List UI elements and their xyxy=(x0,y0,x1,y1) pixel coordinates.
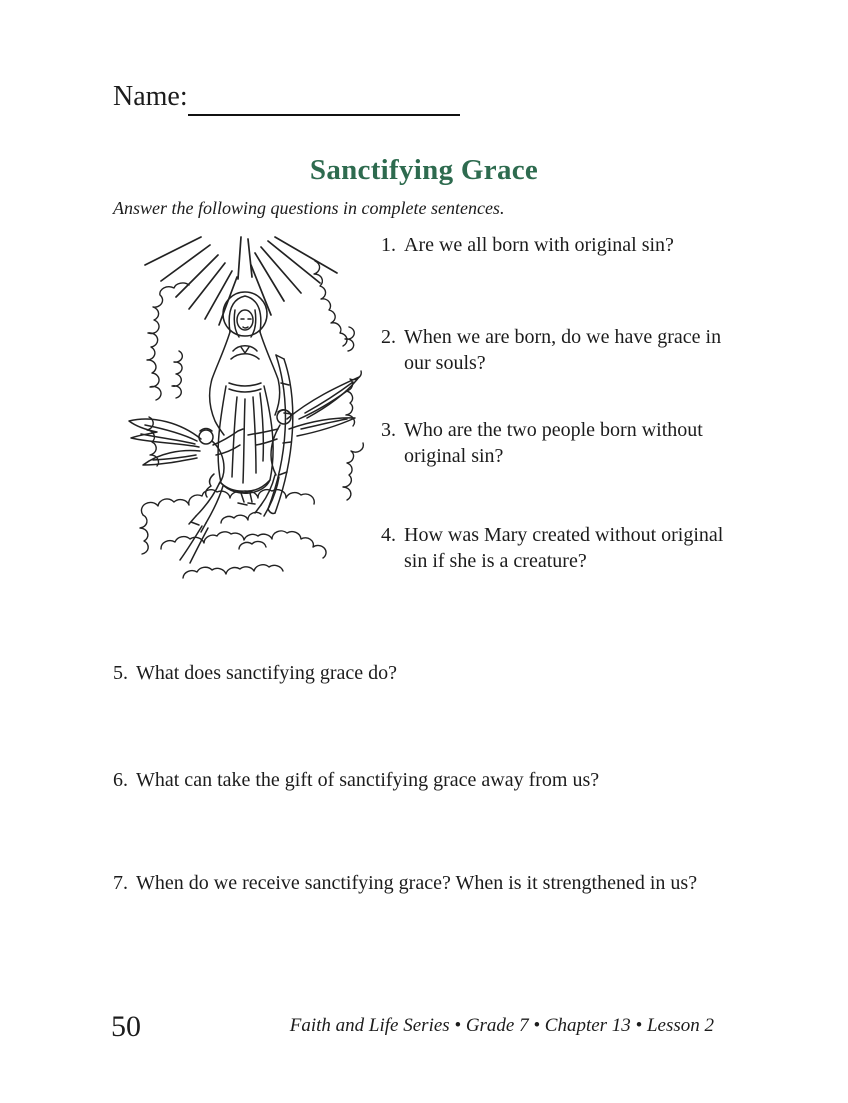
page-title: Sanctifying Grace xyxy=(309,154,539,186)
question-2-text: When we are born, do we have grace in our souls? xyxy=(404,326,722,374)
question-2-number: 2. xyxy=(381,326,396,348)
name-fill-line[interactable] xyxy=(188,80,460,116)
right-angel xyxy=(248,377,359,516)
question-1 xyxy=(381,232,773,258)
footer-series-line: Faith and Life Series • Grade 7 • Chapter 13 • Lesson 2 xyxy=(289,1015,714,1036)
question-1-text: Are we all born with original sin? xyxy=(404,234,674,256)
question-6-text: What can take the gift of sanctifying grace away from us? xyxy=(136,769,600,791)
assumption-of-mary-illustration xyxy=(121,231,366,589)
name-row xyxy=(113,80,460,116)
question-2 xyxy=(381,324,773,376)
question-4-number: 4. xyxy=(381,524,396,546)
question-7 xyxy=(113,870,773,896)
question-1-number: 1. xyxy=(381,234,396,256)
question-4-text: How was Mary created without original sin if she is a creature? xyxy=(404,524,724,572)
question-3 xyxy=(381,417,773,469)
question-5-text: What does sanctifying grace do? xyxy=(136,662,398,684)
question-4 xyxy=(381,522,773,574)
question-3-text: Who are the two people born without original sin? xyxy=(404,419,703,467)
instructions-text: Answer the following questions in complete sentences. xyxy=(113,198,505,218)
name-label: Name: xyxy=(113,81,188,112)
question-5 xyxy=(113,660,773,686)
question-7-text: When do we receive sanctifying grace? When is it strengthened in us? xyxy=(136,872,698,894)
question-6-number: 6. xyxy=(113,769,128,791)
question-3-number: 3. xyxy=(381,419,396,441)
page-number: 50 xyxy=(111,1010,141,1043)
left-angel xyxy=(129,419,243,563)
question-6 xyxy=(113,767,773,793)
question-5-number: 5. xyxy=(113,662,128,684)
question-7-number: 7. xyxy=(113,872,128,894)
